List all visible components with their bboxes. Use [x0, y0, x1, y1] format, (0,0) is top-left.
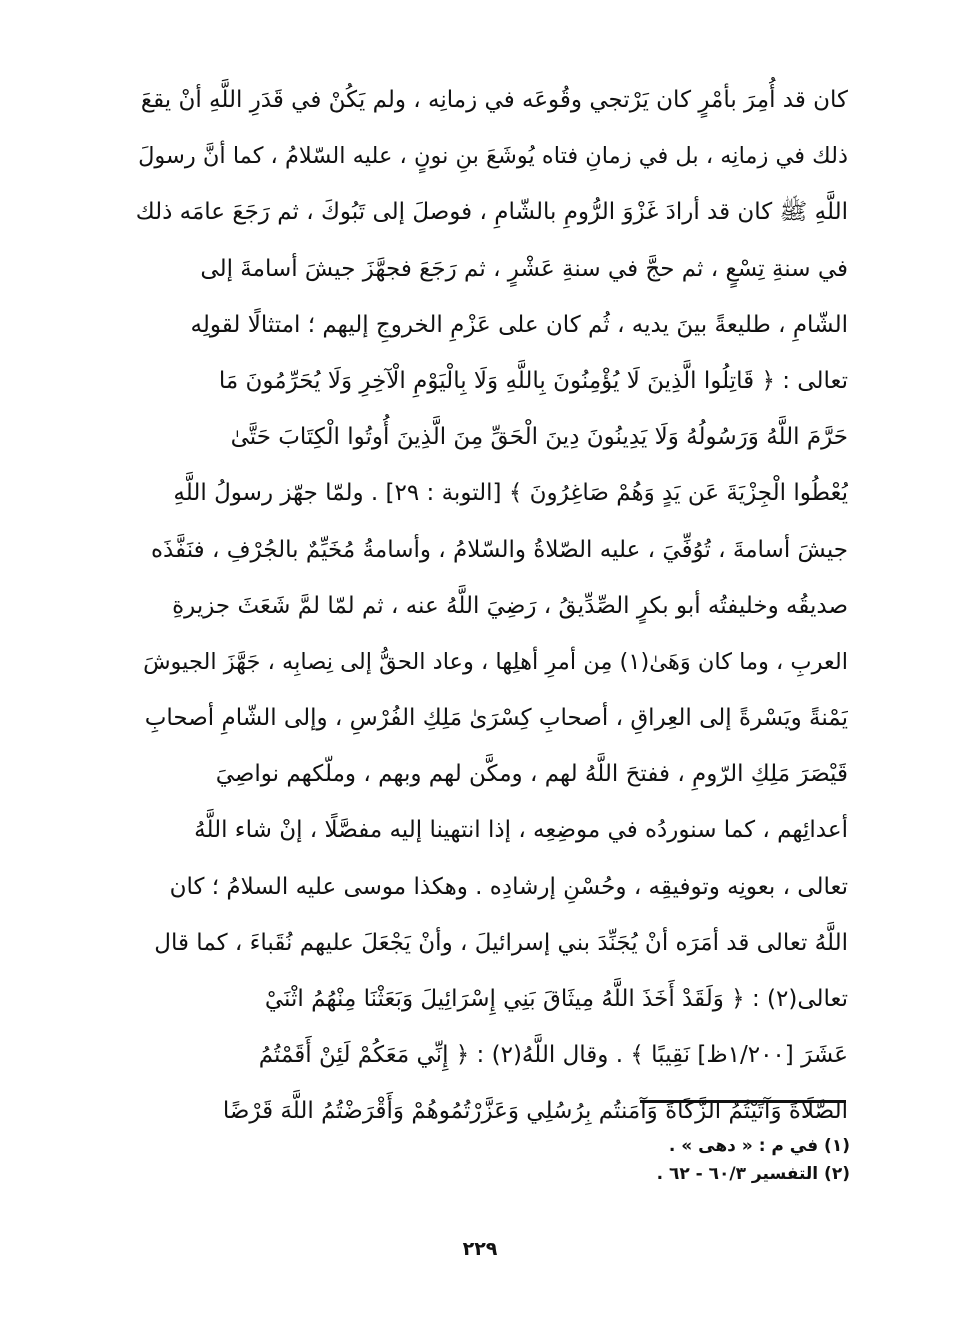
text-line: يُعْطُوا الْجِزْيَةَ عَن يَدٍ وَهُمْ صَاغِرُونَ ﴾ [التوبة : ٢٩] . ولمّا جهّز رسولُ اللَّهِ	[173, 480, 848, 507]
text-line: حَرَّمَ اللَّهُ وَرَسُولُهُ وَلَا يَدِينُونَ دِينَ الْحَقِّ مِنَ الَّذِينَ أُوتُوا الْكِتَابَ حَتَّىٰ	[230, 424, 848, 451]
body-text	[128, 72, 848, 1140]
text-line: اللَّهُ تعالى قد أمَرَه أنْ يُجَنِّدَ بني إسرائيلَ ، وأنْ يَجْعَلَ عليهم نُقَباءَ ، كما قال	[154, 929, 848, 956]
text-line: صديقُه وخليفتُه أبو بكرٍ الصِّدِّيقُ ، رَضِيَ اللَّهُ عنه ، ثم لمّا لمَّ شَعَثَ جزيرةِ	[172, 592, 848, 619]
text-line: العربِ ، وما كان وَهَىٰ(١) مِن أمرِ أهلِها ، وعاد الحقُّ إلى نِصابِه ، جَهَّزَ الجيوشَ	[143, 648, 848, 675]
footnote: (١) في م : « دهى » .	[668, 1136, 850, 1156]
text-line: يَمْنةً ويَسْرةً إلى العِراقِ ، أصحابِ كِسْرَىٰ مَلِكِ الفُرْسِ ، وإلى الشّامِ أصحابِ	[144, 705, 848, 732]
text-line: في سنةِ تِسْعٍ ، ثم حجَّ في سنةِ عَشْرٍ ، ثم رَجَعَ فجهَّزَ جيشَ أسامةَ إلى	[200, 255, 848, 282]
text-line: كان قد أُمِرَ بأمْرٍ كان يَرْتجي وقُوعَه في زمانِه ، ولم يَكُنْ في قَدَرِ اللَّهِ أنْ يقعَ	[140, 87, 848, 113]
footnotes	[420, 1132, 850, 1188]
text-line: تعالى ، بعونِه وتوفيقِه ، وحُسْنِ إرشادِه . وهكذا موسى عليه السلامُ ؛ كان	[169, 873, 848, 900]
text-line: عَشَرَ [١/٢٠٠ظ] نَقِيبًا ﴾ . وقال اللَّهُ(٢) : ﴿ إِنِّي مَعَكُمْ لَئِنْ أَقَمْتُمُ	[258, 1042, 848, 1069]
text-line: الصَّلَاةَ وَآتَيْتُمُ الزَّكَاةَ وَآمَنتُم بِرُسُلِي وَعَزَّرْتُمُوهُمْ وَأَقْرَضْتُمُ اللَّهَ قَرْضًا	[222, 1098, 848, 1125]
text-line: تعالى : ﴿ قَاتِلُوا الَّذِينَ لَا يُؤْمِنُونَ بِاللَّهِ وَلَا بِالْيَوْمِ الْآخِرِ وَلَا يُحَرِّمُونَ مَا	[218, 367, 848, 394]
text-line: تعالى(٢) : ﴿ وَلَقَدْ أَخَذَ اللَّهُ مِيثَاقَ بَنِي إِسْرَائِيلَ وَبَعَثْنَا مِنْهُمُ اثْنَيْ	[264, 986, 848, 1012]
text-line: أعدائِهم ، كما سنوردُه في موضِعِه ، إذا انتهينا إليه مفصَّلًا ، إنْ شاء اللَّهُ	[194, 817, 848, 844]
text-line: اللَّهِ ﷺ كان قد أرادَ غَزْوَ الرُّومِ بالشّامِ ، فوصلَ إلى تَبُوكَ ، ثم رَجَعَ عامَه ذلك	[135, 199, 848, 226]
footnote: (٢) التفسير ٦٠/٣ - ٦٢ .	[656, 1164, 850, 1184]
text-line: ذلك في زمانِه ، بل في زمانِ فتاه يُوشَعَ بنِ نونٍ ، عليه السّلامُ ، كما أنَّ رسولَ	[138, 143, 848, 170]
text-line: جيشَ أسامةَ ، تُوُفِّيَ ، عليه الصّلاةُ والسّلامُ ، وأسامةُ مُخَيِّمٌ بالجُرْفِ ، فنَفَّذَه	[150, 536, 848, 563]
page-number: ٢٢٩	[462, 1238, 498, 1260]
text-line: الشّامِ ، طليعةً بينَ يديه ، ثُم كان على عَزْمِ الخروجِ إليهم ؛ امتثالًا لقولِه	[190, 311, 848, 338]
text-line: قَيْصَرَ مَلِكِ الرّومِ ، ففتحَ اللَّهُ لهم ، ومكَّن لهم وبهم ، وملّكهم نواصِيَ	[215, 761, 848, 788]
footnote-divider	[640, 1100, 846, 1103]
